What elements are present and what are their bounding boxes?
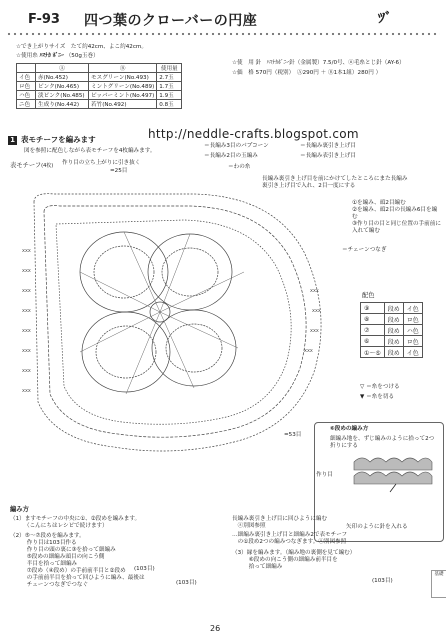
legend-note: 長編み裏引き上げ目を前にかけてしたところにまた長編み裏引き上げ目で入れ、2目一度にする bbox=[262, 176, 408, 189]
blog-url: http://neddle-crafts.blogspot.com bbox=[148, 127, 359, 141]
instructions-heading: 編み方 bbox=[10, 506, 29, 513]
legend-item: ＝長編み表引き上げ目 bbox=[300, 153, 356, 159]
side-tab: 基礎 bbox=[431, 570, 446, 598]
color-row: ⑦ 段め ハ色 bbox=[361, 325, 423, 336]
legend-item: ＝長編み2目の玉編み bbox=[204, 153, 258, 159]
svg-text:xxx: xxx bbox=[310, 288, 319, 294]
how-to-illustration bbox=[350, 452, 436, 496]
how-to-line: 細編み地を、ずじ編みのように拾って2つ折りにする bbox=[330, 436, 435, 449]
crochet-chart bbox=[14, 172, 344, 472]
chain-join-note: ＝チェーンつなぎ bbox=[342, 247, 387, 253]
yarn-used-label: ☆使用糸 ﾊﾏﾅｶ ﾎﾞﾆｰ （50g玉巻） bbox=[16, 53, 99, 59]
yarn-brand: ﾊﾏﾅｶ ﾎﾞﾆｰ bbox=[39, 53, 64, 59]
publisher-logo: ﾂﾞ bbox=[378, 11, 392, 27]
paren-note: (103目) bbox=[372, 578, 393, 584]
yarn-table-row: イ色 赤(No.452) モスグリーン(No.493) 2.7玉 bbox=[17, 73, 182, 82]
svg-text:xxx: xxx bbox=[22, 368, 31, 374]
yarn-table bbox=[16, 63, 182, 109]
color-row: ⑥ 段め ロ色 bbox=[361, 336, 423, 347]
price-info: ☆価 格 570円（税別） Ⓐ290円 ＋ Ⓑ1本1組）280円 ） bbox=[232, 70, 382, 76]
yarn-weight: （50g玉巻） bbox=[65, 53, 99, 59]
finished-size: ☆でき上がりサイズ たて約42cm、よこ約42cm。 bbox=[16, 44, 147, 50]
svg-text:xxx: xxx bbox=[22, 268, 31, 274]
section-number: 1 bbox=[8, 136, 17, 145]
instructions-right: 長編み裏引き上げ目に回ひように編む ⓢ別図参照 …細編み裏引き上げ目と細編み2で表モチーフ の①段め2つの編みつなぎます。ⓢ別図参照 （3）縁を編みます。（編み地の裏側を見て編む） ⑥段めの向こう側の細編み前半目を 拾って細編み bbox=[232, 516, 356, 570]
legend-item: ＝長編み裏引き上げ目 bbox=[300, 143, 356, 149]
svg-text:xxx: xxx bbox=[22, 288, 31, 294]
section-heading: 1 表モチーフを編みます bbox=[8, 134, 96, 145]
cut-note: ▼ ＝糸を切る bbox=[360, 394, 395, 400]
how-to-bottom-label: 矢印のように針を入れる bbox=[346, 524, 408, 530]
motif-note: 作り目の立ち上がりに引き抜く bbox=[62, 160, 141, 166]
svg-text:xxx: xxx bbox=[312, 308, 321, 314]
svg-text:xxx: xxx bbox=[22, 248, 31, 254]
section-desc: 図を参照に配色しながら表モチーフを4枚編みます。 bbox=[24, 148, 156, 154]
join-note: ▽ ＝糸をつける bbox=[360, 384, 400, 390]
paren-note: (103目) bbox=[176, 580, 197, 586]
page-number: 26 bbox=[210, 624, 221, 633]
color-row: ⑧ 段め ロ色 bbox=[361, 314, 423, 325]
stitch-label: 作り目 bbox=[316, 472, 333, 478]
legend-steps: ①を編み、頭2目編む ②を編み、頭2目の長編み6目を編む ③作り目の目と同じ位置の手前前に入れて編む bbox=[352, 200, 441, 234]
svg-text:xxx: xxx bbox=[304, 348, 313, 354]
yarn-table-row: ハ色 淡ピンク(No.485) ピッパーミント(No.497) 1.9玉 bbox=[17, 91, 182, 100]
motif-label: 表モチーフ(4枚) bbox=[10, 162, 54, 169]
color-table bbox=[360, 302, 423, 358]
svg-text:xxx: xxx bbox=[22, 388, 31, 394]
svg-text:xxx: xxx bbox=[310, 328, 319, 334]
instructions-left: （1）ますモチーフの中央に①、②段めを編みます。 （こんにちはレシピで続けます） （2）⑤〜⑦段めを編みます。 作り目は103目作る 作り目の頭の裏に③を拾って細編み ⑤段めの細編み頭目の向こう側 半目を拾って細編み ⑦段め（④段め）の手前前半目と②段め の手前前半目を拾って回ひように編み、最後は チェーンつなぎでつなぐ bbox=[10, 516, 145, 588]
dotted-divider bbox=[6, 32, 440, 36]
color-table-title: 配色 bbox=[362, 292, 375, 299]
legend-item: ＝長編み3目のパプコーン bbox=[204, 143, 269, 149]
yarn-table-row: ニ色 生成り(No.442) 若竹(No.492) 0.8玉 bbox=[17, 100, 182, 109]
yarn-table-row: ロ色 ピンク(No.465) ミントグリーン(No.489) 1.7玉 bbox=[17, 82, 182, 91]
pattern-code: F-93 bbox=[28, 12, 60, 27]
how-to-title: ⑥段めの編み方 bbox=[330, 426, 369, 432]
round-end-label-2: =53目 bbox=[284, 432, 302, 438]
yarn-table-header: Ⓐ Ⓑ 使用量 bbox=[17, 64, 182, 73]
legend-item: ＝わの糸 bbox=[228, 164, 251, 170]
color-row: ①〜⑤ 段め イ色 bbox=[361, 347, 423, 358]
page-title: 四つ葉のクローバーの円座 bbox=[84, 13, 258, 29]
color-row: ⑨ 段め イ色 bbox=[361, 303, 423, 314]
svg-text:xxx: xxx bbox=[22, 328, 31, 334]
paren-note: (103目) bbox=[134, 566, 155, 572]
svg-text:xxx: xxx bbox=[22, 348, 31, 354]
round-end-label: =25目 bbox=[110, 168, 128, 174]
tools-info: ☆使 用 針 ﾊﾏﾅｶﾎﾞﾆｰ針（金属製）7.5/0号、ⓝ毛糸とじ針（AY-6） bbox=[232, 60, 405, 66]
svg-text:xxx: xxx bbox=[22, 308, 31, 314]
